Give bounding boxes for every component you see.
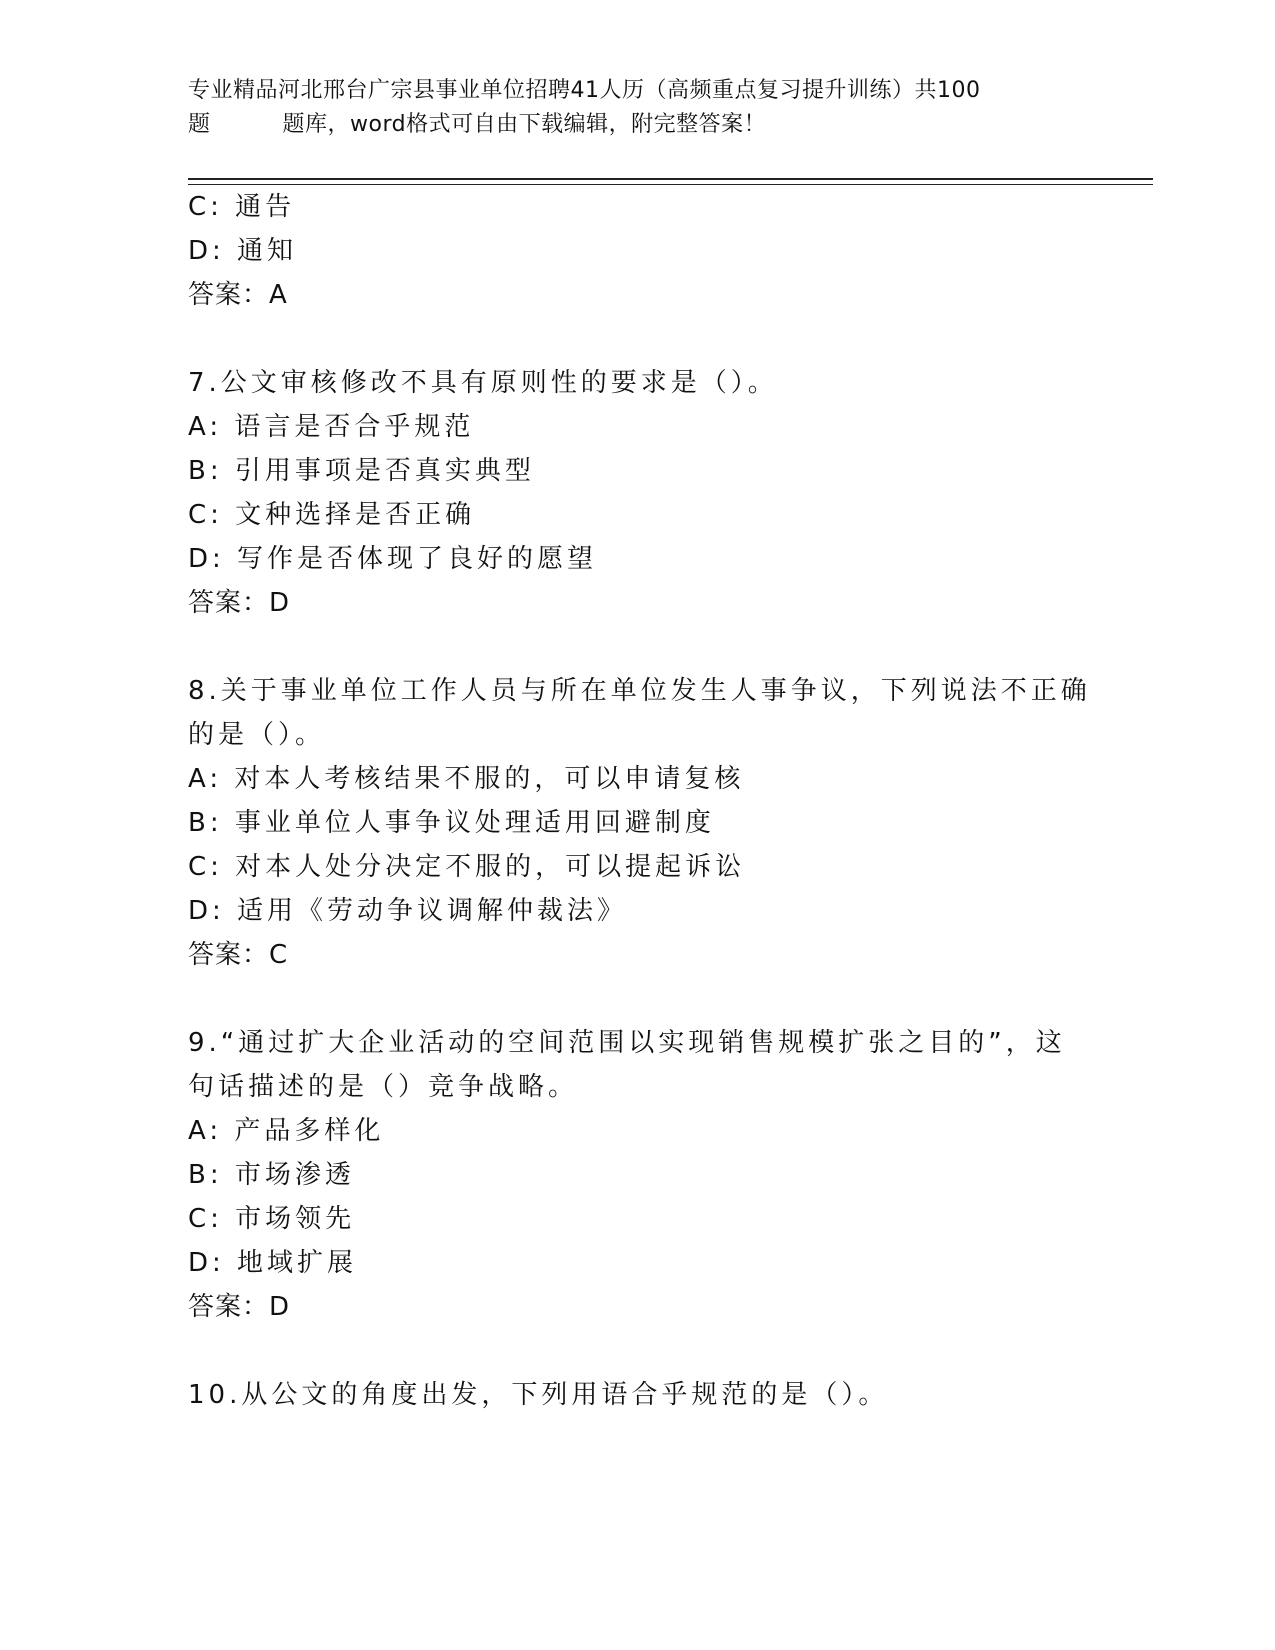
question-8-line-1: 8.关于事业单位工作人员与所在单位发生人事争议，下列说法不正确 <box>188 676 1091 706</box>
q7-option-d: D: 写作是否体现了良好的愿望 <box>188 544 598 574</box>
q7-option-a: A: 语言是否合乎规范 <box>188 412 475 442</box>
q8-option-d: D: 适用《劳动争议调解仲裁法》 <box>188 896 628 926</box>
q7-option-c: C: 文种选择是否正确 <box>188 500 476 530</box>
q7-answer: 答案：D <box>188 588 291 618</box>
q9-option-c: C: 市场领先 <box>188 1204 356 1234</box>
q8-option-a: A: 对本人考核结果不服的，可以申请复核 <box>188 764 745 794</box>
question-9-line-2: 句话描述的是（）竞争战略。 <box>188 1072 579 1102</box>
header-line-2-left: 题 <box>188 112 211 137</box>
option-c-prev: C: 通告 <box>188 192 296 222</box>
question-7: 7.公文审核修改不具有原则性的要求是（）。 <box>188 368 778 398</box>
q9-option-a: A: 产品多样化 <box>188 1116 385 1146</box>
question-8-line-2: 的是（）。 <box>188 720 326 750</box>
q8-option-c: C: 对本人处分决定不服的，可以提起诉讼 <box>188 852 746 882</box>
header-line-2 <box>188 108 1068 142</box>
q8-answer: 答案：C <box>188 940 289 970</box>
q9-option-b: B: 市场渗透 <box>188 1160 355 1190</box>
header-line-1: 专业精品河北邢台广宗县事业单位招聘41人历（高频重点复习提升训练）共100 <box>188 78 981 103</box>
answer-prev: 答案：A <box>188 280 288 310</box>
question-10: 10.从公文的角度出发，下列用语合乎规范的是（）。 <box>188 1380 889 1410</box>
option-d-prev: D: 通知 <box>188 236 298 266</box>
document-header <box>188 74 1068 142</box>
header-line-2-right: 题库，word格式可自由下载编辑，附完整答案！ <box>282 112 767 137</box>
q9-option-d: D: 地域扩展 <box>188 1248 358 1278</box>
question-9-line-1: 9.“通过扩大企业活动的空间范围以实现销售规模扩张之目的”，这 <box>188 1028 1066 1058</box>
q9-answer: 答案：D <box>188 1292 291 1322</box>
q8-option-b: B: 事业单位人事争议处理适用回避制度 <box>188 808 715 838</box>
q7-option-b: B: 引用事项是否真实典型 <box>188 456 535 486</box>
header-divider-thick <box>188 178 1153 180</box>
header-divider-thin <box>188 184 1153 185</box>
